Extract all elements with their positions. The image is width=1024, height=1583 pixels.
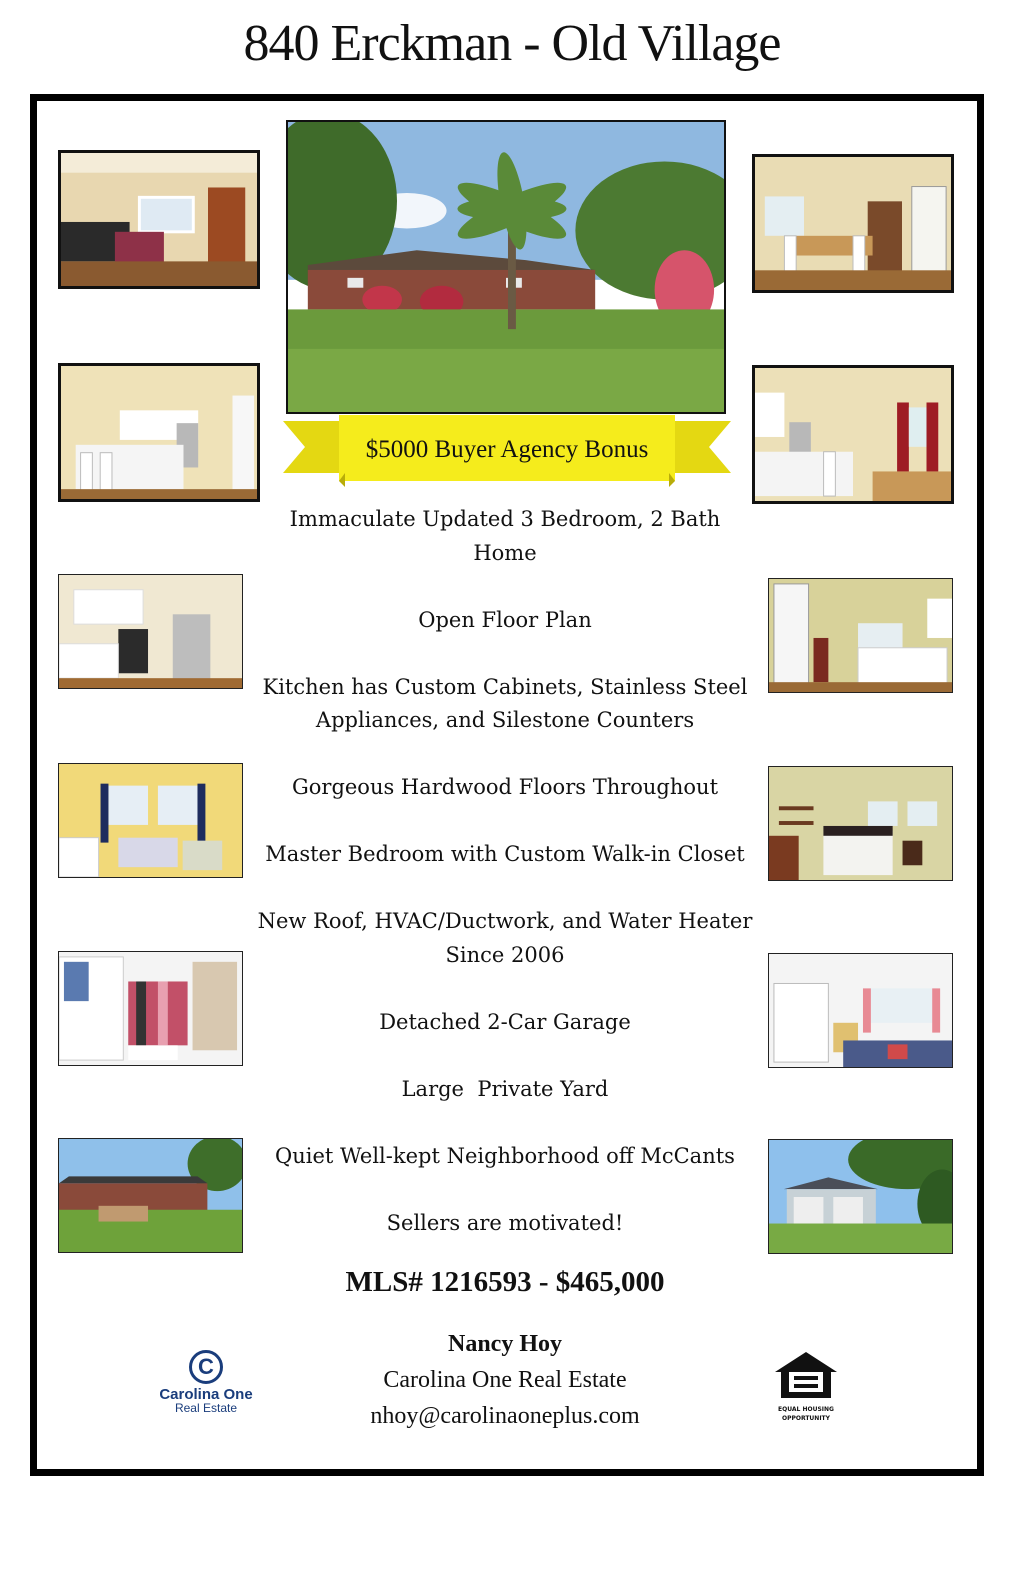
photo-kitchen-view: [768, 578, 953, 693]
feature-item: Open Floor Plan: [418, 607, 592, 632]
photo-living-room: [58, 150, 260, 289]
bonus-banner-text: $5000 Buyer Agency Bonus: [365, 436, 649, 463]
logo-line2: Real Estate: [174, 1401, 238, 1415]
feature-item: Detached 2-Car Garage: [379, 1009, 631, 1034]
feature-item: Quiet Well-kept Neighborhood off McCants: [275, 1143, 735, 1168]
agent-contact: [255, 1326, 755, 1434]
photo-bedroom: [768, 953, 953, 1068]
mls-price: MLS# 1216593 - $465,000: [345, 1266, 665, 1298]
feature-item: Sellers are motivated!: [386, 1210, 624, 1235]
agent-name: Nancy Hoy: [448, 1331, 562, 1357]
photo-nursery: [58, 763, 243, 878]
photo-kitchen: [58, 574, 243, 689]
photo-master-bedroom: [768, 766, 953, 881]
photo-garage: [768, 1139, 953, 1254]
feature-item: Master Bedroom with Custom Walk-in Closet: [265, 842, 745, 866]
feature-item: Immaculate Updated 3 Bedroom, 2 Bath Home: [289, 507, 721, 565]
carolina-one-logo: [150, 1350, 262, 1415]
main-exterior-photo: [286, 120, 726, 414]
features-list: [255, 503, 755, 1274]
agent-email[interactable]: nhoy@carolinaoneplus.com: [370, 1403, 640, 1429]
equal-housing-icon: [773, 1350, 839, 1400]
feature-item: Gorgeous Hardwood Floors Throughout: [291, 775, 719, 799]
equal-housing-logo: [768, 1350, 844, 1422]
page-title: 840 Erckman - Old Village: [243, 15, 781, 72]
agent-company: Carolina One Real Estate: [383, 1367, 627, 1393]
photo-backyard-patio: [58, 1138, 243, 1253]
feature-item: Kitchen has Custom Cabinets, Stainless Steel Appliances, and Silestone Counters: [262, 674, 748, 732]
photo-dining-room: [752, 154, 954, 293]
photo-closet: [58, 951, 243, 1066]
feature-item: New Roof, HVAC/Ductwork, and Water Heater Since 2006: [257, 909, 753, 967]
logo-line1: Carolina One: [159, 1386, 253, 1403]
photo-kitchen-dining: [752, 365, 954, 504]
equal-housing-line1: EQUAL HOUSING: [778, 1406, 834, 1413]
equal-housing-line2: OPPORTUNITY: [781, 1415, 830, 1422]
copyright-icon: C: [189, 1350, 223, 1384]
feature-item: Large Private Yard: [401, 1076, 609, 1101]
photo-kitchen-bar: [58, 363, 260, 502]
